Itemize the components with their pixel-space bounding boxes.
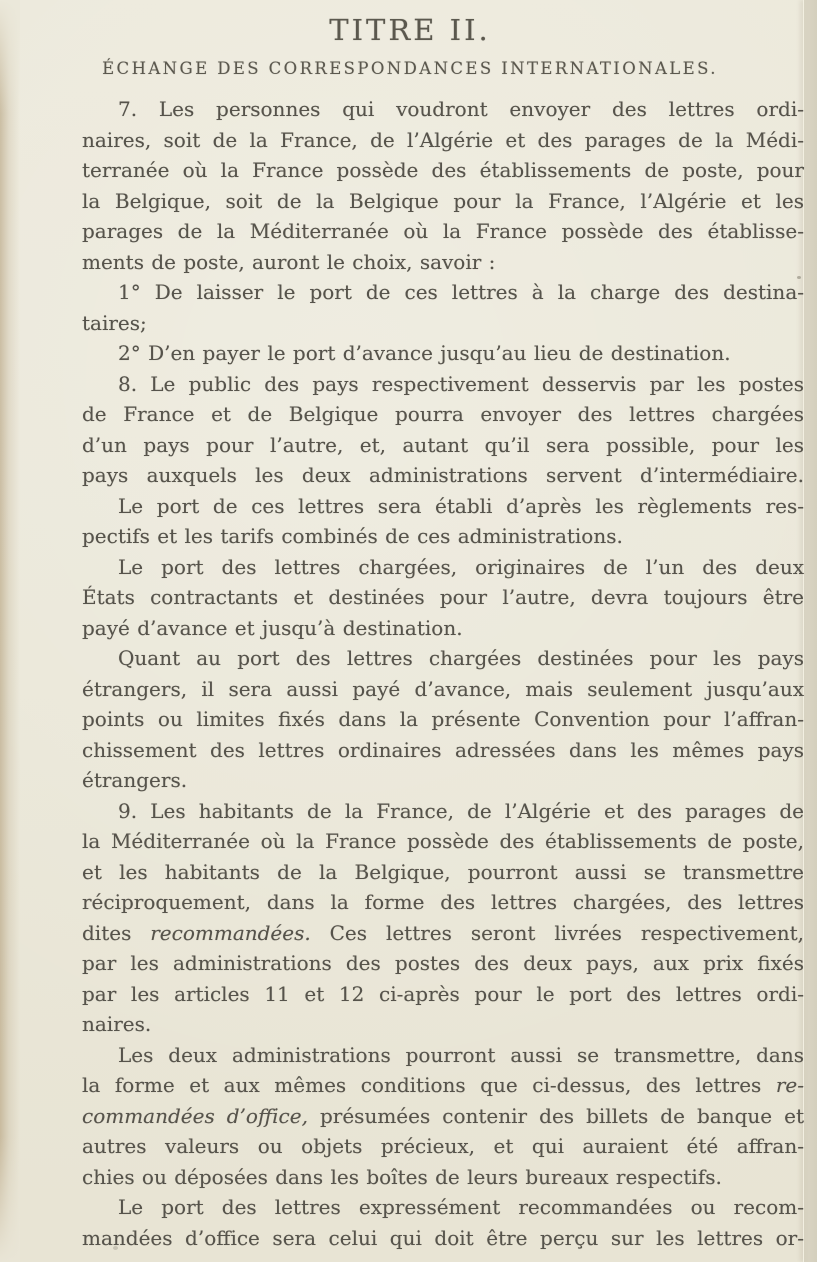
paragraph-article-7-item-1 (82, 277, 804, 338)
text-line: Le port de ces lettres sera établi d’après les règlements res- (118, 493, 804, 518)
text-line: pectifs et les tarifs combinés de ces administrations. (82, 524, 623, 548)
text-line: Quant au port des lettres chargées destinées pour les pays (118, 646, 804, 670)
left-gutter-shadow (0, 0, 20, 1262)
paragraph-article-7-item-2 (82, 338, 804, 369)
text-line: 7. Les personnes qui voudront envoyer des lettres ordi- (118, 97, 804, 121)
text-line: chissement des lettres ordinaires adressées dans les mêmes pays (82, 737, 804, 762)
scan-speck (113, 1246, 118, 1250)
text-line: naires, soit de la France, de l’Algérie et des parages de la Médi- (82, 127, 804, 152)
text-line: étrangers, il sera aussi payé d’avance, mais seulement jusqu’aux (82, 676, 804, 701)
text-line: États contractants et destinées pour l’autre, devra toujours être (82, 585, 804, 609)
text-line: commandées d’office, présumées contenir des billets de banque et (82, 1103, 805, 1128)
page-title: TITRE II. (329, 13, 491, 47)
paragraph-article-8-al-3 (82, 552, 804, 644)
text-line: la Belgique, soit de la Belgique pour la France, l’Algérie et les (82, 188, 804, 213)
paragraph-article-9-al-3 (82, 1192, 804, 1253)
text-line: pays auxquels les deux administrations servent d’intermédiaire. (82, 463, 804, 487)
text-line: Le port des lettres expressément recommandées ou recom- (118, 1195, 804, 1219)
text-line: Les deux administrations pourront aussi se transmettre, dans (118, 1042, 804, 1067)
text-line: 2° D’en payer le port d’avance jusqu’au lieu de destination. (118, 341, 731, 365)
text-line: dites recommandées. Ces lettres seront livrées respectivement, (82, 920, 804, 945)
text-line: 8. Le public des pays respectivement desservis par les postes (118, 371, 804, 396)
scan-speck (797, 276, 801, 279)
text-line: naires. (82, 1012, 152, 1036)
paragraph-article-8 (82, 369, 804, 491)
paragraph-article-8-al-4 (82, 643, 804, 796)
paragraph-article-9 (82, 796, 804, 1040)
text-line: la forme et aux mêmes conditions que ci-dessus, des lettres re- (82, 1073, 804, 1097)
text-line: parages de la Méditerranée où la France possède des établisse- (82, 219, 804, 243)
text-line: étrangers. (82, 768, 188, 792)
scan-speck (209, 385, 212, 388)
text-line: terranée où la France possède des établissements de poste, pour (82, 158, 804, 182)
text-line: mandées d’office sera celui qui doit être perçu sur les lettres or- (82, 1225, 804, 1250)
text-line: de France et de Belgique pourra envoyer des lettres chargées (82, 402, 804, 426)
document-header (40, 13, 780, 78)
text-line: 9. Les habitants de la France, de l’Algérie et des parages de (118, 798, 804, 823)
text-column (82, 94, 804, 1253)
text-line: par les administrations des postes des deux pays, aux prix fixés (82, 951, 804, 975)
text-line: taires; (82, 310, 147, 335)
text-line: autres valeurs ou objets précieux, et qui auraient été affran- (82, 1134, 804, 1158)
text-line: chies ou déposées dans les boîtes de leurs bureaux respectifs. (82, 1164, 722, 1189)
text-line: 1° De laisser le port de ces lettres à la charge des destina- (118, 280, 804, 304)
text-line: réciproquement, dans la forme des lettres chargées, des lettres (82, 890, 804, 914)
text-line: Le port des lettres chargées, originaires de l’un des deux (118, 554, 804, 579)
paragraph-article-8-al-2 (82, 491, 804, 552)
text-line: et les habitants de la Belgique, pourront aussi se transmettre (82, 859, 804, 884)
paragraph-article-9-al-2 (82, 1040, 804, 1193)
text-line: payé d’avance et jusqu’à destination. (82, 615, 463, 640)
text-line: d’un pays pour l’autre, et, autant qu’il sera possible, pour les (82, 432, 804, 457)
text-line: ments de poste, auront le choix, savoir : (82, 249, 496, 274)
text-line: par les articles 11 et 12 ci-après pour le port des lettres ordi- (82, 981, 804, 1006)
text-line: points ou limites fixés dans la présente Convention pour l’affran- (82, 707, 804, 731)
paragraph-article-7 (82, 94, 804, 277)
page-subtitle: ÉCHANGE DES CORRESPONDANCES INTERNATIONALES. (102, 59, 718, 78)
right-page-edge (803, 0, 817, 1262)
text-line: la Méditerranée où la France possède des établissements de poste, (82, 829, 804, 853)
